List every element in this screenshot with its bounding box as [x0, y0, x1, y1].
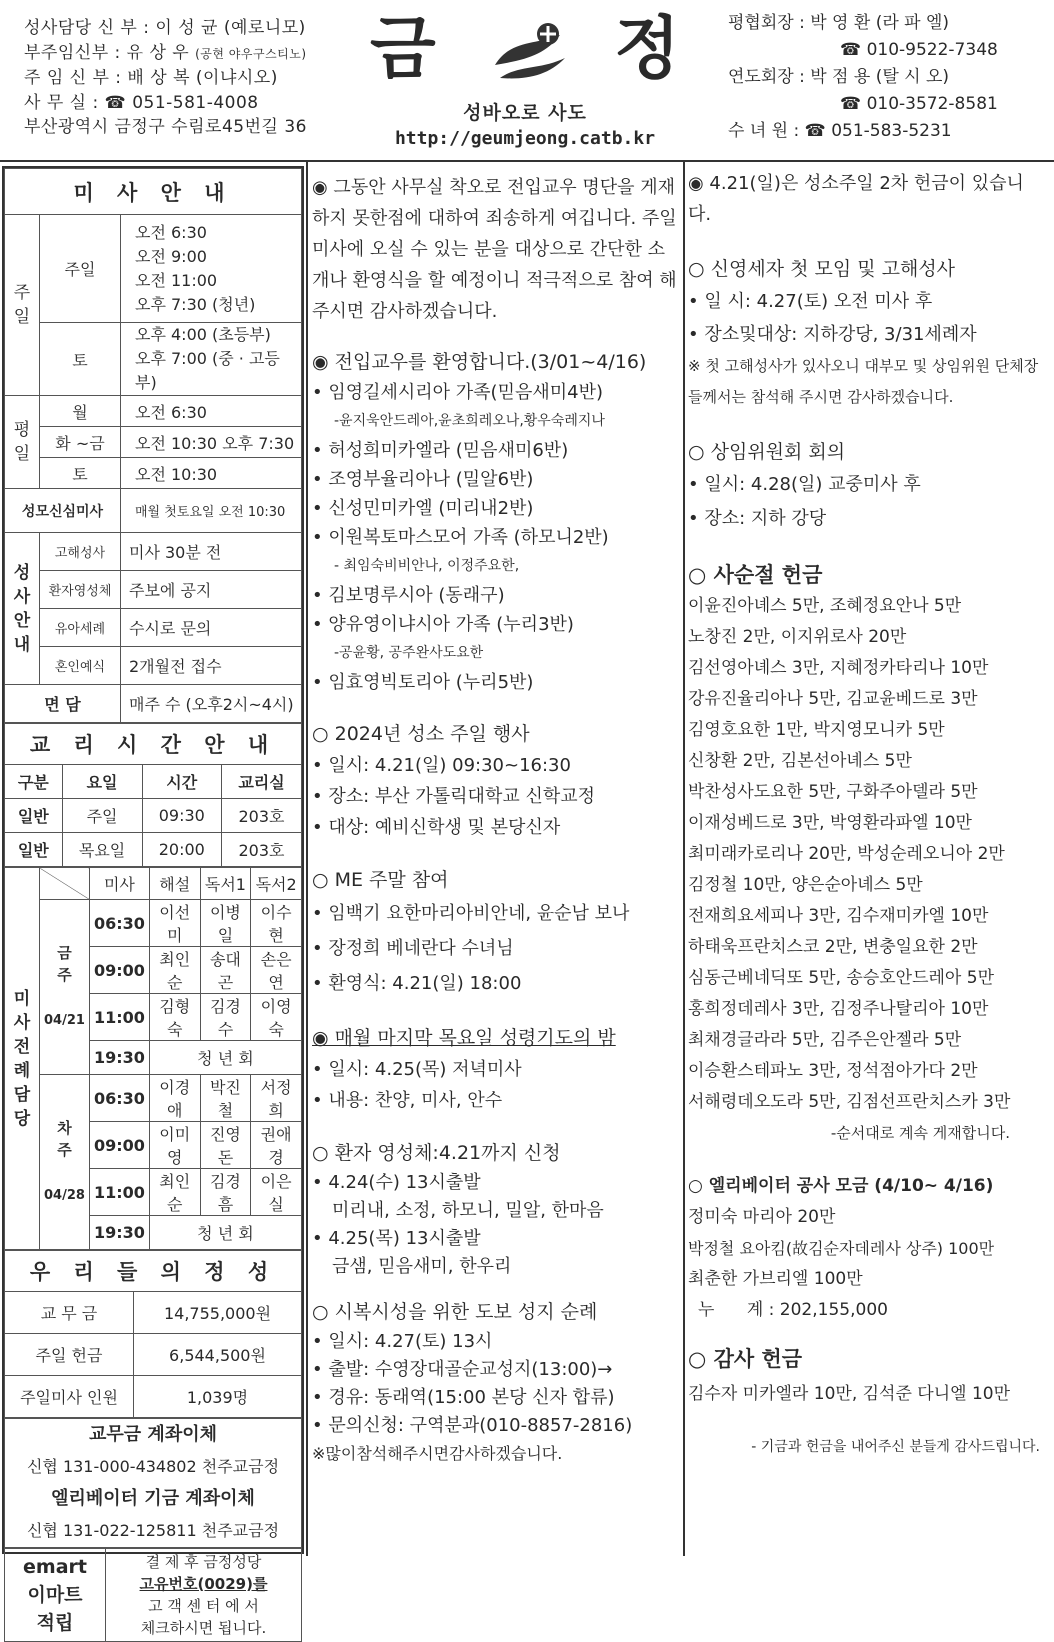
sacrament-label: 환자영성체 — [40, 571, 121, 609]
clergy-line: 성사담당 신 부 : 이 성 균 (예로니모) — [24, 18, 306, 38]
saturday-label: 토 — [40, 323, 121, 396]
vocation-heading: ○ 2024년 성소 주일 행사 — [312, 723, 530, 745]
council-info — [728, 10, 998, 145]
list-item: 김선영아녜스 3만, 지혜정카타리나 10만 — [688, 658, 989, 678]
list-item: 정미숙 마리아 20만 — [688, 1207, 836, 1227]
list-item: • 일시: 4.25(목) 저녁미사 — [312, 1059, 522, 1080]
clergy-info — [24, 16, 307, 140]
list-item: 최춘한 가브리엘 100만 — [688, 1269, 863, 1289]
list-item: • 출발: 수영장대골순교성지(13:00)→ — [312, 1359, 613, 1380]
saturday-times: 오후 4:00 (초등부) 오후 7:00 (중 · 고등부) — [121, 323, 302, 396]
committee-list — [688, 468, 1040, 536]
this-week-label: 금 주 04/21 — [40, 900, 90, 1075]
next-week-label: 차 주 04/28 — [40, 1075, 90, 1250]
clergy-line: 부주임신부 : 유 상 우 (공현 야우구스티노) — [24, 42, 307, 63]
list-item: • 김보명루시아 (동래구) — [312, 585, 505, 606]
account-info: 교무금 계좌이체 신협 131-000-434802 천주교금정 엘리베이터 기금 계좌이체 신협 131-022-125811 천주교금정 — [5, 1419, 302, 1548]
table-row: 11:00 김형숙 김경수 이영숙 — [5, 994, 302, 1041]
thanks-offering-list: 김수자 미카엘라 10만, 김석준 다니엘 10만 — [688, 1384, 1011, 1404]
list-item: • 양유영이냐시아 가족 (누리3반) — [312, 614, 574, 635]
clergy-line: 주 임 신 부 : 배 상 복 (이냐시오) — [24, 68, 278, 88]
list-item: 이윤진아녜스 5만, 조혜정요안나 5만 — [688, 596, 962, 616]
mass-schedule-table — [4, 168, 302, 723]
list-item: • 임효영빅토리아 (누리5반) — [312, 672, 534, 693]
elevator-list — [688, 1202, 1040, 1326]
schedule-column — [2, 166, 304, 1637]
list-item: • 일 시: 4.27(토) 오전 미사 후 — [688, 291, 933, 312]
masthead — [360, 6, 690, 156]
welcome-list — [312, 378, 680, 697]
council-phone: ☎ 010-9522-7348 — [840, 40, 998, 60]
sunday-label: 주일 — [40, 215, 121, 323]
list-item: - 최임숙비비안나, 이정주요한, — [334, 558, 520, 574]
me-heading: ○ ME 주말 참여 — [312, 869, 449, 891]
thanks-note: - 기금과 헌금을 내어주신 분들게 감사드립니다. — [751, 1439, 1040, 1455]
list-item: 서해령데오도라 5만, 김점선프란치스카 3만 — [688, 1092, 1011, 1112]
tue-fri-label: 화 ~금 — [40, 427, 121, 458]
account-table — [4, 1418, 302, 1548]
list-item: 홍희정데레사 3만, 김정주나탈리아 10만 — [688, 999, 989, 1019]
list-item: 전재희요세피나 3만, 김수재미카엘 10만 — [688, 906, 989, 926]
monday-time: 오전 6:30 — [121, 396, 302, 427]
catechism-header: 요일 — [62, 765, 142, 799]
column-divider — [306, 160, 308, 1556]
table-row: 11:00 최인순 김경흠 이은실 — [5, 1169, 302, 1216]
list-item: 신창환 2만, 김본선아녜스 5만 — [688, 751, 912, 771]
catechism-table — [4, 723, 302, 867]
list-item: 하태욱프란치스코 2만, 변충일요한 2만 — [688, 937, 978, 957]
list-item: 김정철 10만, 양은순아녜스 5만 — [688, 875, 923, 895]
sacrament-group: 성 사 안 내 — [5, 533, 40, 685]
sunday-times: 오전 6:30 오전 9:00 오전 11:00 오후 7:30 (청년) — [121, 215, 302, 323]
pilgrimage-heading: ○ 시복시성을 위한 도보 성지 순례 — [312, 1301, 598, 1323]
sacrament-value: 2개월전 접수 — [121, 647, 302, 685]
list-item: ※ 첫 고해성사가 있사오니 대부모 및 상임위원 단체장들께서는 참석해 주시면 감사하겠습니다. — [688, 357, 1039, 406]
catechism-header: 구분 — [5, 765, 63, 799]
list-item: • 대상: 예비신학생 및 본당신자 — [312, 817, 561, 838]
duty-group: 미 사 전 례 담 당 — [5, 868, 40, 1250]
column-divider — [683, 160, 685, 1556]
sunday-group: 주 일 — [5, 215, 40, 396]
table-row: 09:00 이미영 진영돈 권애경 — [5, 1122, 302, 1169]
list-item: • 경유: 동래역(15:00 본당 신자 합류) — [312, 1387, 615, 1408]
list-item: • 임영길세시리아 가족(믿음새미4반) — [312, 382, 603, 403]
offering-title: 우 리 들 의 정 성 — [5, 1251, 302, 1292]
spirit-prayer-list — [312, 1054, 680, 1116]
weekday-sat-label: 토 — [40, 458, 121, 489]
sacrament-value: 주보에 공지 — [121, 571, 302, 609]
catechism-header: 시간 — [142, 765, 222, 799]
list-item: • 장소: 부산 가톨릭대학교 신학교정 — [312, 786, 595, 807]
council-phone: ☎ 010-3572-8581 — [840, 94, 998, 114]
catechism-title: 교 리 시 간 안 내 — [5, 724, 302, 765]
list-item: 강유진율리아나 5만, 김교윤베드로 3만 — [688, 689, 978, 709]
office-apology-notice: ◉ 그동안 사무실 착오로 전입교우 명단을 게재하지 못한점에 대하여 죄송하게 여깁니다. 주일미사에 오실 수 있는 분을 대상으로 간단한 소개나 환영식을 할 예정이니 적극적으로 참여 해 주시면 감사하겠습니다. — [312, 177, 677, 322]
list-item: • 임백기 요한마리아비안네, 윤순남 보나 — [312, 903, 630, 924]
table-row: 19:30 청 년 회 — [5, 1216, 302, 1250]
list-item: • 일시: 4.27(토) 13시 — [312, 1331, 493, 1352]
neophyte-list — [688, 285, 1040, 413]
list-item: • 문의신청: 구역분과(010-8857-2816) — [312, 1415, 633, 1436]
list-item: 이승환스테파노 3만, 정석점아가다 2만 — [688, 1061, 978, 1081]
second-collection-notice: ◉ 4.21(일)은 성소주일 2차 헌금이 있습니다. — [688, 173, 1024, 225]
list-item: 박정철 요아킴(故김순자데레사 상주) 100만 — [688, 1239, 995, 1258]
table-row: 일반 주일 09:30 203호 — [5, 799, 302, 833]
liturgy-duty-table — [4, 867, 302, 1250]
duty-corner — [40, 868, 90, 900]
convent-phone: 수 녀 원 : ☎ 051-583-5231 — [728, 121, 952, 141]
list-item: • 4.24(수) 13시출발 — [312, 1172, 481, 1193]
thanks-offering-heading: ○ 감사 헌금 — [688, 1347, 803, 1371]
committee-heading: ○ 상임위원회 회의 — [688, 441, 846, 463]
notice-column-right — [688, 166, 1040, 1554]
elevator-total: 누 계 : 202,155,000 — [698, 1300, 888, 1320]
list-item: 금샘, 믿음새미, 한우리 — [332, 1256, 512, 1277]
list-item: 박찬성사도요한 5만, 구화주아델라 5만 — [688, 782, 978, 802]
table-row: 교 무 금 14,755,000원 — [5, 1292, 302, 1334]
council-line: 평협회장 : 박 영 환 (라 파 엘) — [728, 13, 950, 33]
list-item: • 장정희 베네란다 수녀님 — [312, 938, 514, 959]
list-item: 최채경글라라 5만, 김주은안젤라 5만 — [688, 1030, 962, 1050]
table-row: 주일 헌금 6,544,500원 — [5, 1334, 302, 1376]
list-item: • 허성희미카엘라 (믿음새미6반) — [312, 440, 569, 461]
emart-text: 결 제 후 금정성당 고유번호(0029)를 고 객 센 터 에 서 체크하시면 됩니다. — [106, 1549, 302, 1642]
duty-header: 해설 — [149, 868, 200, 900]
sick-communion-heading: ○ 환자 영성체:4.21까지 신청 — [312, 1142, 561, 1164]
list-item: • 조영부율리아나 (밀알6반) — [312, 469, 534, 490]
offering-table — [4, 1250, 302, 1418]
table-row: 금 주 04/21 06:30 이선미 이병일 이수현 — [5, 900, 302, 947]
church-logo-icon — [490, 20, 570, 90]
list-item: 최미래카로리나 20만, 박성순레오니아 2만 — [688, 844, 1005, 864]
elevator-heading: ○ 엘리베이터 공사 모금 (4/10~ 4/16) — [688, 1176, 994, 1196]
list-item: • 장소및대상: 지하강당, 3/31세례자 — [688, 324, 977, 345]
table-row: 09:00 최인순 송대곤 손은연 — [5, 947, 302, 994]
parish-url[interactable]: http://geumjeong.catb.kr — [394, 128, 656, 149]
heart-mass-time: 매월 첫토요일 오전 10:30 — [121, 489, 302, 533]
sacrament-label: 혼인예식 — [40, 647, 121, 685]
weekday-sat-time: 오전 10:30 — [121, 458, 302, 489]
council-line: 연도회장 : 박 점 용 (탈 시 오) — [728, 67, 950, 87]
table-row: 주일미사 인원 1,039명 — [5, 1376, 302, 1418]
list-item: • 신성민미카엘 (미리내2반) — [312, 498, 534, 519]
notice-column-middle — [312, 166, 680, 1554]
lent-offering-heading: ○ 사순절 헌금 — [688, 563, 823, 587]
office-phone: 사 무 실 : ☎ 051-581-4008 — [24, 92, 259, 113]
emart-table — [4, 1548, 302, 1642]
list-item: 이재성베드로 3만, 박영환라파엘 10만 — [688, 813, 972, 833]
masthead-title-left: 금 — [370, 9, 436, 89]
vocation-list — [312, 750, 680, 843]
pilgrimage-list — [312, 1328, 680, 1468]
monday-label: 월 — [40, 396, 121, 427]
heart-mass-label: 성모신심미사 — [5, 489, 121, 533]
list-item: • 환영식: 4.21(일) 18:00 — [312, 973, 522, 994]
parish-name: 성바오로 사도 — [463, 102, 587, 124]
list-item: 심동근베네딕또 5만, 송승호안드레아 5만 — [688, 968, 994, 988]
list-item: 김영호요한 1만, 박지영모니카 5만 — [688, 720, 945, 740]
list-item: • 이원복토마스모어 가족 (하모니2반) — [312, 527, 609, 548]
duty-header: 독서2 — [251, 868, 302, 900]
catechism-header: 교리실 — [222, 765, 302, 799]
sacrament-label: 유아세례 — [40, 609, 121, 647]
sacrament-value: 미사 30분 전 — [121, 533, 302, 571]
me-list — [312, 896, 680, 1001]
mass-title: 미 사 안 내 — [5, 169, 302, 215]
tue-fri-time: 오전 10:30 오후 7:30 — [121, 427, 302, 458]
table-row: 차 주 04/28 06:30 이경애 박진철 서정희 — [5, 1075, 302, 1122]
bulletin-header — [0, 0, 1054, 162]
church-address: 부산광역시 금정구 수림로45번길 36 — [24, 117, 307, 137]
table-row: 19:30 청 년 회 — [5, 1041, 302, 1075]
welcome-heading: ◉ 전입교우를 환영합니다.(3/01~4/16) — [312, 351, 647, 373]
list-item: • 일시: 4.21(일) 09:30~16:30 — [312, 755, 571, 776]
list-item: ※많이참석해주시면감사하겠습니다. — [312, 1444, 563, 1463]
list-item: -윤지욱안드레아,윤초희레오나,황우숙레지나 — [334, 413, 605, 429]
table-row: 일반 목요일 20:00 203호 — [5, 833, 302, 867]
duty-header: 미사 — [89, 868, 149, 900]
list-item: -공윤황, 공주완사도요한 — [334, 645, 484, 661]
list-item: 노창진 2만, 이지위로사 20만 — [688, 627, 907, 647]
sacrament-label: 고해성사 — [40, 533, 121, 571]
masthead-title-right: 정 — [614, 9, 680, 89]
neophyte-heading: ○ 신영세자 첫 모임 및 고해성사 — [688, 258, 956, 280]
lent-note: -순서대로 계속 게재합니다. — [830, 1124, 1010, 1142]
counsel-time: 매주 수 (오후2시~4시) — [121, 685, 302, 723]
lent-offering-list — [688, 591, 1040, 1149]
list-item: • 일시: 4.28(일) 교중미사 후 — [688, 474, 921, 495]
spirit-prayer-heading: ◉ 매월 마지막 목요일 성령기도의 밤 — [312, 1027, 616, 1049]
weekday-group: 평 일 — [5, 396, 40, 489]
list-item: 미리내, 소정, 하모니, 밀알, 한마음 — [332, 1200, 604, 1221]
list-item: • 내용: 찬양, 미사, 안수 — [312, 1090, 503, 1111]
list-item: • 4.25(목) 13시출발 — [312, 1228, 481, 1249]
counsel-label: 면 담 — [5, 685, 121, 723]
emart-label: emart 이마트 적립 — [5, 1549, 106, 1642]
sick-communion-list — [312, 1169, 680, 1281]
sacrament-value: 수시로 문의 — [121, 609, 302, 647]
list-item: • 장소: 지하 강당 — [688, 508, 827, 529]
duty-header: 독서1 — [200, 868, 251, 900]
